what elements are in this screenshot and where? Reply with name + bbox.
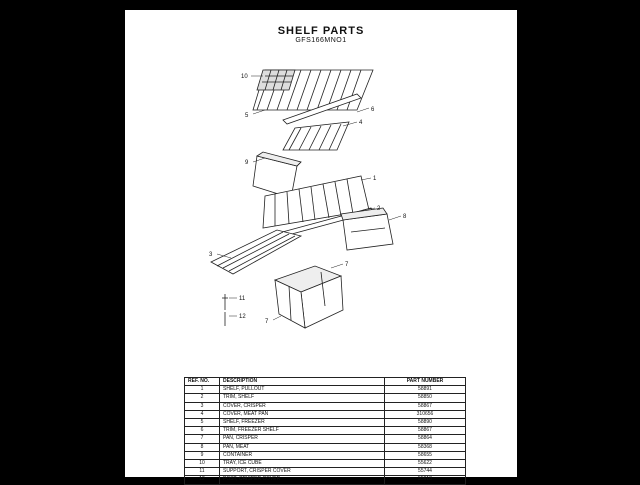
description: TRIM, SHELF [220, 394, 385, 402]
table-row [185, 476, 466, 484]
ref-no: 1 [185, 386, 220, 394]
crisper-cover [211, 230, 301, 274]
description: POST, CRISPER COVER [220, 476, 385, 484]
ice-cube-tray [257, 70, 295, 90]
ref-no: 8 [185, 443, 220, 451]
header-ref-no: REF. NO. [185, 378, 220, 386]
meat-pan-cover [283, 122, 349, 150]
callout-2: 2 [377, 206, 381, 212]
description: SHELF, FREEZER [220, 419, 385, 427]
part-number: 58850 [385, 394, 466, 402]
part-number: 58864 [385, 435, 466, 443]
part-number: 310656 [385, 410, 466, 418]
table-row [185, 427, 466, 435]
description: COVER, CRISPER [220, 402, 385, 410]
part-number: 55622 [385, 460, 466, 468]
parts-table [184, 377, 466, 485]
callout-3: 3 [209, 252, 213, 258]
callout-4: 4 [359, 120, 363, 126]
crisper-pans [275, 266, 343, 328]
callout-12: 12 [239, 314, 246, 320]
callout-5: 5 [245, 113, 249, 119]
table-row [185, 419, 466, 427]
crisper-cover-support [222, 294, 228, 326]
description: PAN, CRISPER [220, 435, 385, 443]
callout-11: 11 [239, 296, 246, 302]
part-number: 58655 [385, 451, 466, 459]
ref-no: 4 [185, 410, 220, 418]
ref-no: 7 [185, 435, 220, 443]
table-header-row [185, 378, 466, 386]
table-row [185, 435, 466, 443]
ref-no: 5 [185, 419, 220, 427]
callout-1: 1 [373, 176, 377, 182]
header-description: DESCRIPTION [220, 378, 385, 386]
ref-no: 9 [185, 451, 220, 459]
callout-6: 6 [371, 107, 375, 113]
description: TRIM, FREEZER SHELF [220, 427, 385, 435]
part-number: 55618 [385, 476, 466, 484]
ref-no: 2 [185, 394, 220, 402]
description: CONTAINER [220, 451, 385, 459]
page-title: SHELF PARTS [277, 25, 365, 37]
description: COVER, MEAT PAN [220, 410, 385, 418]
table-row [185, 460, 466, 468]
part-number: 58890 [385, 419, 466, 427]
table-row [185, 451, 466, 459]
description: SHELF, PULLOUT [220, 386, 385, 394]
description: PAN, MEAT [220, 443, 385, 451]
callout-10: 10 [241, 74, 248, 80]
exploded-view-diagram [125, 10, 517, 375]
meat-pan [341, 208, 393, 250]
table-row [185, 443, 466, 451]
description: TRAY, ICE CUBE [220, 460, 385, 468]
table-row [185, 386, 466, 394]
model-number: GFS166MNO1 [295, 37, 347, 44]
part-number: 58891 [385, 386, 466, 394]
callout-7-top: 7 [345, 262, 349, 268]
ref-no: 12 [185, 476, 220, 484]
parts-sheet [125, 10, 517, 483]
header-part-number: PART NUMBER [385, 378, 466, 386]
description: SUPPORT, CRISPER COVER [220, 468, 385, 476]
ref-no: 11 [185, 468, 220, 476]
part-number: 58867 [385, 427, 466, 435]
table-row [185, 402, 466, 410]
callout-7-bottom: 7 [265, 319, 269, 325]
callout-8: 8 [403, 214, 407, 220]
ref-no: 6 [185, 427, 220, 435]
part-number: 55744 [385, 468, 466, 476]
table-row [185, 410, 466, 418]
part-number: 58867 [385, 402, 466, 410]
ref-no: 3 [185, 402, 220, 410]
part-number: 58368 [385, 443, 466, 451]
callout-9: 9 [245, 160, 249, 166]
table-row [185, 468, 466, 476]
ref-no: 10 [185, 460, 220, 468]
table-row [185, 394, 466, 402]
